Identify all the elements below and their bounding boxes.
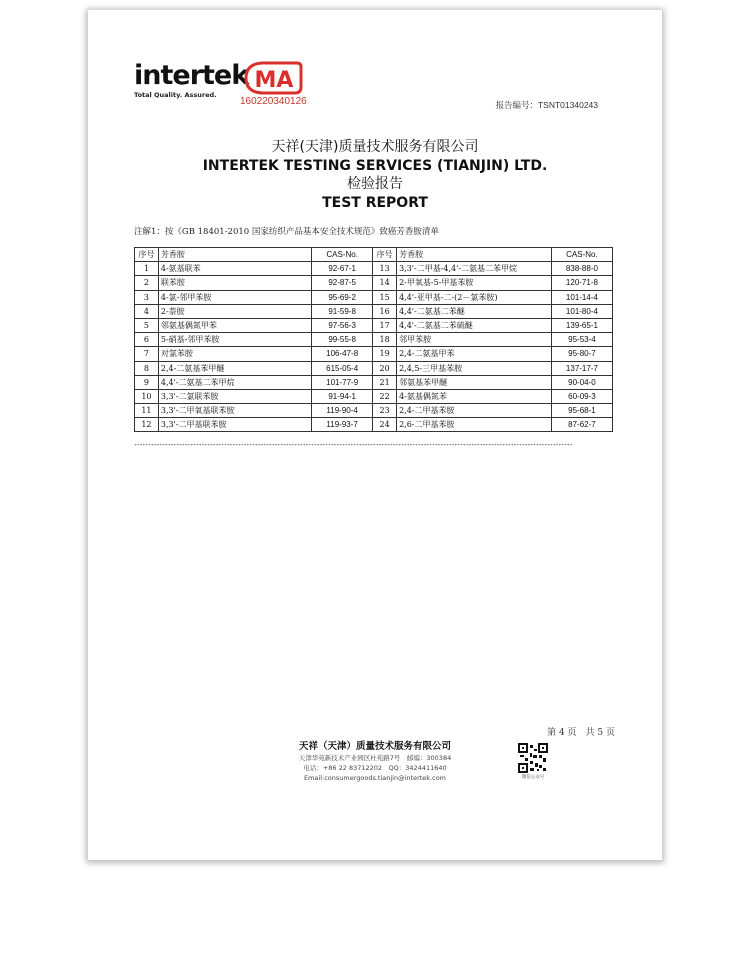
cell-cas: 95-80-7	[551, 347, 612, 361]
cell-amine: 邻氨基苯甲醚	[397, 375, 552, 389]
cell-seq: 3	[135, 290, 159, 304]
cell-cas: 91-94-1	[312, 389, 373, 403]
report-title-cn: 检验报告	[347, 176, 403, 192]
cell-seq: 10	[135, 389, 159, 403]
table-row	[135, 347, 613, 361]
cell-seq: 21	[373, 375, 397, 389]
table-row	[135, 404, 613, 418]
table-row	[135, 276, 613, 290]
cell-seq: 12	[135, 418, 159, 432]
footer-address: 天津华苑新技术产业园区杜苑路7号 邮编：300384	[298, 754, 452, 762]
cell-seq: 2	[135, 276, 159, 290]
cell-seq: 24	[373, 418, 397, 432]
cell-cas: 95-53-4	[551, 333, 612, 347]
cell-cas: 60-09-3	[551, 389, 612, 403]
aromatic-amine-table	[134, 247, 613, 432]
report-title-en: TEST REPORT	[322, 195, 428, 211]
table-row	[135, 290, 613, 304]
ma-mark-text: MA	[254, 68, 294, 93]
cell-amine: 4-氨基偶氮苯	[397, 389, 552, 403]
table-row	[135, 262, 613, 276]
table-body	[135, 262, 613, 432]
cell-seq: 6	[135, 333, 159, 347]
table-header-row	[135, 248, 613, 262]
cell-cas: 92-67-1	[312, 262, 373, 276]
report-number: 报告编号：TSNT01340243	[495, 100, 598, 110]
cell-amine: 4,4'-二氨基二苯硫醚	[397, 318, 552, 332]
cell-amine: 3,3'-二甲基联苯胺	[158, 418, 311, 432]
end-divider: ************************************************************************************************************************************************************	[134, 444, 573, 448]
cell-seq: 19	[373, 347, 397, 361]
header-cas: CAS-No.	[551, 248, 612, 262]
cell-seq: 18	[373, 333, 397, 347]
table-row	[135, 304, 613, 318]
ma-certification-icon	[242, 59, 304, 97]
cell-seq: 9	[135, 375, 159, 389]
cell-cas: 137-17-7	[551, 361, 612, 375]
company-name-en: INTERTEK TESTING SERVICES (TIANJIN) LTD.	[202, 158, 548, 174]
cell-cas: 95-68-1	[551, 404, 612, 418]
cell-amine: 邻甲苯胺	[397, 333, 552, 347]
footer-email: Email:consumergoods.tianjin@intertek.com	[303, 774, 447, 782]
cell-seq: 23	[373, 404, 397, 418]
table-row	[135, 361, 613, 375]
cell-amine: 对氯苯胺	[158, 347, 311, 361]
cell-cas: 97-56-3	[312, 318, 373, 332]
header-seq: 序号	[135, 248, 159, 262]
cell-amine: 3,3'-二甲氧基联苯胺	[158, 404, 311, 418]
cell-amine: 2,4-二氨基甲苯	[397, 347, 552, 361]
table-row	[135, 375, 613, 389]
cell-cas: 139-65-1	[551, 318, 612, 332]
table-row	[135, 418, 613, 432]
cell-seq: 22	[373, 389, 397, 403]
table-row	[135, 318, 613, 332]
report-titles	[88, 138, 662, 212]
cell-cas: 119-93-7	[312, 418, 373, 432]
qr-caption: 微信公众号	[521, 775, 545, 780]
cell-seq: 11	[135, 404, 159, 418]
cell-amine: 3,3'-二甲基-4,4'-二氨基二苯甲烷	[397, 262, 552, 276]
cell-amine: 2,6-二甲基苯胺	[397, 418, 552, 432]
cell-cas: 87-62-7	[551, 418, 612, 432]
cell-cas: 101-14-4	[551, 290, 612, 304]
footer-company: 天祥（天津）质量技术服务有限公司	[298, 741, 451, 752]
cell-amine: 邻氨基偶氮甲苯	[158, 318, 311, 332]
footer-phone: 电话：+86 22 83712202 QQ：3424411640	[303, 764, 447, 772]
cell-seq: 5	[135, 318, 159, 332]
table-note: 注解1：按《GB 18401-2010 国家纺织产品基本安全技术规范》致癌芳香胺清单	[134, 227, 439, 237]
cell-cas: 106-47-8	[312, 347, 373, 361]
cell-seq: 4	[135, 304, 159, 318]
cell-amine: 4-氯-邻甲苯胺	[158, 290, 311, 304]
cell-cas: 101-77-9	[312, 375, 373, 389]
ma-number: 160220340126	[240, 96, 307, 107]
cell-seq: 20	[373, 361, 397, 375]
cell-amine: 4,4'-二氨基二苯甲烷	[158, 375, 311, 389]
cell-amine: 2,4,5-三甲基苯胺	[397, 361, 552, 375]
cell-amine: 联苯胺	[158, 276, 311, 290]
intertek-logo	[134, 62, 248, 99]
cell-amine: 2,4-二甲基苯胺	[397, 404, 552, 418]
cell-cas: 92-87-5	[312, 276, 373, 290]
cell-seq: 15	[373, 290, 397, 304]
table-row	[135, 389, 613, 403]
cell-cas: 120-71-8	[551, 276, 612, 290]
footer	[88, 740, 662, 783]
header-cas: CAS-No.	[312, 248, 373, 262]
cell-amine: 2,4-二氨基苯甲醚	[158, 361, 311, 375]
cell-amine: 4,4'-二氨基二苯醚	[397, 304, 552, 318]
cell-cas: 99-55-8	[312, 333, 373, 347]
cell-seq: 1	[135, 262, 159, 276]
cell-cas: 91-59-8	[312, 304, 373, 318]
cell-amine: 2-萘胺	[158, 304, 311, 318]
cell-seq: 14	[373, 276, 397, 290]
brand-tagline: Total Quality. Assured.	[134, 91, 217, 99]
cell-amine: 4-氨基联苯	[158, 262, 311, 276]
cell-amine: 4,4'-亚甲基-二-(2－氯苯胺)	[397, 290, 552, 304]
page-number: 第 4 页 共 5 页	[547, 728, 615, 738]
header-amine: 芳香胺	[158, 248, 311, 262]
header-seq: 序号	[373, 248, 397, 262]
cell-seq: 16	[373, 304, 397, 318]
cell-cas: 101-80-4	[551, 304, 612, 318]
qr-code-icon	[518, 743, 548, 773]
cell-cas: 119-90-4	[312, 404, 373, 418]
table-row	[135, 333, 613, 347]
cell-cas: 95-69-2	[312, 290, 373, 304]
cell-seq: 7	[135, 347, 159, 361]
cell-seq: 17	[373, 318, 397, 332]
header-amine: 芳香胺	[397, 248, 552, 262]
report-page	[88, 10, 662, 860]
cell-seq: 13	[373, 262, 397, 276]
cell-cas: 90-04-0	[551, 375, 612, 389]
brand-name: intertek	[134, 60, 249, 91]
cell-amine: 5-硝基-邻甲苯胺	[158, 333, 311, 347]
cell-cas: 838-88-0	[551, 262, 612, 276]
cell-seq: 8	[135, 361, 159, 375]
cell-amine: 3,3'-二氯联苯胺	[158, 389, 311, 403]
cell-cas: 615-05-4	[312, 361, 373, 375]
company-name-cn: 天祥(天津)质量技术服务有限公司	[271, 139, 479, 155]
cell-amine: 2-甲氧基-5-甲基苯胺	[397, 276, 552, 290]
